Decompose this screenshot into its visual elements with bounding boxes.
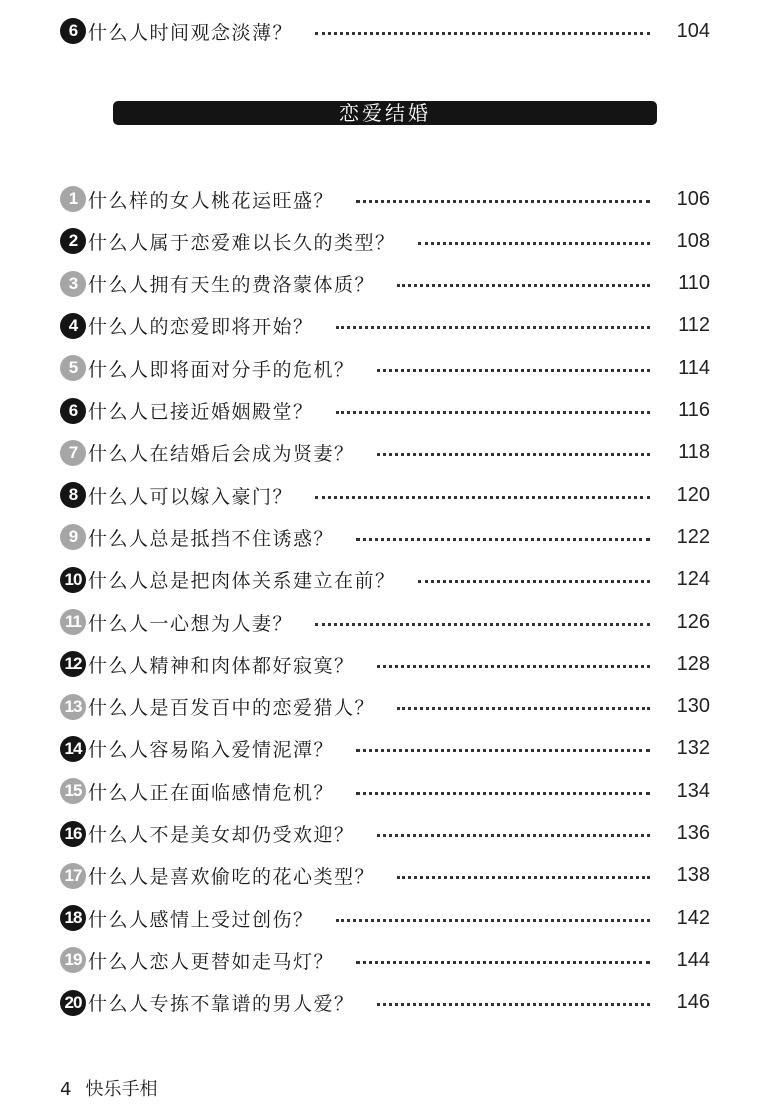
toc-entry[interactable] — [60, 396, 710, 426]
toc-entry[interactable] — [60, 649, 710, 679]
toc-entry[interactable] — [60, 522, 710, 552]
entry-number-badge: 16 — [60, 821, 86, 847]
entry-page-number: 132 — [676, 737, 710, 760]
entry-page-number: 134 — [676, 779, 710, 802]
toc-entry[interactable] — [60, 607, 710, 637]
dot-leader — [315, 623, 650, 626]
dot-leader — [356, 749, 650, 752]
entry-page-number: 136 — [676, 822, 710, 844]
entry-title: 什么人的恋爱即将开始？ — [88, 316, 314, 339]
entry-title: 什么人总是把肉体关系建立在前？ — [88, 570, 396, 593]
entry-page-number: 128 — [676, 652, 710, 675]
dot-leader — [377, 369, 650, 372]
entry-page-number: 146 — [676, 991, 710, 1014]
entry-number-badge: 11 — [60, 609, 86, 635]
dot-leader — [315, 32, 650, 35]
entry-page-number: 116 — [678, 399, 710, 421]
toc-entry[interactable] — [60, 819, 710, 849]
toc-entry[interactable] — [60, 184, 710, 214]
entry-page-number: 120 — [676, 483, 710, 506]
entry-page-number: 144 — [676, 948, 710, 971]
entry-title: 什么人恋人更替如走马灯？ — [88, 950, 335, 973]
toc-entry[interactable] — [60, 945, 710, 975]
entry-page-number: 130 — [676, 695, 710, 718]
page-footer — [60, 1075, 171, 1101]
entry-page-number: 108 — [676, 229, 710, 252]
entry-number-badge: 14 — [60, 736, 86, 762]
toc-entry[interactable] — [60, 565, 710, 595]
footer-book-title: 快乐手相 — [85, 1079, 158, 1100]
dot-leader — [377, 453, 650, 456]
entry-number-badge: 12 — [60, 651, 86, 677]
entry-title: 什么人可以嫁入豪门？ — [88, 485, 294, 508]
dot-leader — [377, 665, 650, 668]
entry-page-number: 104 — [676, 19, 710, 42]
entry-page-number: 142 — [676, 906, 710, 929]
dot-leader — [356, 961, 650, 964]
toc-entry[interactable] — [60, 226, 710, 256]
entry-title: 什么人总是抵挡不住诱惑？ — [88, 527, 335, 550]
dot-leader — [397, 876, 650, 879]
entry-title: 什么人专拣不靠谱的男人爱？ — [88, 993, 355, 1016]
entry-page-number: 114 — [678, 356, 710, 379]
dot-leader — [377, 1003, 650, 1006]
entry-number-badge: 18 — [60, 905, 86, 931]
entry-title: 什么人即将面对分手的危机？ — [88, 358, 355, 381]
entry-number-badge: 9 — [60, 524, 86, 550]
entry-title: 什么人是喜欢偷吃的花心类型？ — [88, 866, 376, 889]
entry-number-badge: 4 — [60, 313, 86, 339]
entry-page-number: 138 — [676, 864, 710, 887]
toc-entry-top[interactable] — [60, 16, 710, 46]
entry-page-number: 122 — [676, 525, 710, 548]
toc-entry[interactable] — [60, 861, 710, 891]
dot-leader — [397, 284, 650, 287]
toc-entry[interactable] — [60, 988, 710, 1018]
entry-page-number: 126 — [676, 610, 710, 633]
toc-entry[interactable] — [60, 734, 710, 764]
toc-entry[interactable] — [60, 692, 710, 722]
entry-number-badge: 6 — [60, 18, 86, 44]
dot-leader — [315, 496, 650, 499]
entry-page-number: 110 — [678, 272, 710, 295]
entry-title: 什么人是百发百中的恋爱猎人？ — [88, 697, 376, 720]
entry-number-badge: 8 — [60, 482, 86, 508]
entry-number-badge: 19 — [60, 947, 86, 973]
entry-title: 什么人已接近婚姻殿堂？ — [88, 401, 314, 423]
section-heading: 恋爱结婚 — [113, 101, 657, 125]
entry-title: 什么人感情上受过创伤？ — [88, 908, 314, 931]
entry-number-badge: 17 — [60, 863, 86, 889]
entry-number-badge: 7 — [60, 440, 86, 466]
dot-leader — [377, 834, 650, 837]
entry-title: 什么人时间观念淡薄？ — [88, 21, 294, 44]
entry-number-badge: 10 — [60, 567, 86, 593]
dot-leader — [356, 538, 650, 541]
entry-number-badge: 15 — [60, 778, 86, 804]
entry-number-badge: 2 — [60, 228, 86, 254]
toc-entry[interactable] — [60, 903, 710, 933]
entry-page-number: 106 — [676, 187, 710, 210]
entry-number-badge: 6 — [60, 398, 86, 424]
entry-number-badge: 13 — [60, 694, 86, 720]
toc-entry[interactable] — [60, 311, 710, 341]
entry-title: 什么人不是美女却仍受欢迎？ — [88, 824, 355, 846]
toc-entry[interactable] — [60, 438, 710, 468]
entry-title: 什么样的女人桃花运旺盛？ — [88, 189, 335, 212]
entry-page-number: 118 — [678, 441, 710, 464]
entry-title: 什么人在结婚后会成为贤妻？ — [88, 443, 355, 466]
dot-leader — [336, 919, 650, 922]
footer-page-number: 4 — [60, 1079, 72, 1100]
toc-entry[interactable] — [60, 480, 710, 510]
entry-title: 什么人精神和肉体都好寂寞？ — [88, 654, 355, 677]
dot-leader — [397, 707, 650, 710]
toc-entry[interactable] — [60, 269, 710, 299]
toc-entry[interactable] — [60, 776, 710, 806]
entry-title: 什么人正在面临感情危机？ — [88, 781, 335, 804]
entry-title: 什么人一心想为人妻？ — [88, 612, 294, 635]
entry-number-badge: 1 — [60, 186, 86, 212]
dot-leader — [418, 242, 650, 245]
entry-number-badge: 3 — [60, 271, 86, 297]
entry-page-number: 112 — [678, 314, 710, 337]
dot-leader — [356, 200, 650, 203]
entry-number-badge: 5 — [60, 355, 86, 381]
entry-number-badge: 20 — [60, 990, 86, 1016]
entry-title: 什么人属于恋爱难以长久的类型？ — [88, 231, 396, 254]
dot-leader — [336, 411, 650, 414]
toc-entry[interactable] — [60, 353, 710, 383]
entry-page-number: 124 — [676, 568, 710, 591]
dot-leader — [336, 326, 650, 329]
dot-leader — [356, 792, 650, 795]
entry-title: 什么人容易陷入爱情泥潭？ — [88, 739, 335, 762]
dot-leader — [418, 580, 650, 583]
entry-title: 什么人拥有天生的费洛蒙体质？ — [88, 274, 376, 297]
